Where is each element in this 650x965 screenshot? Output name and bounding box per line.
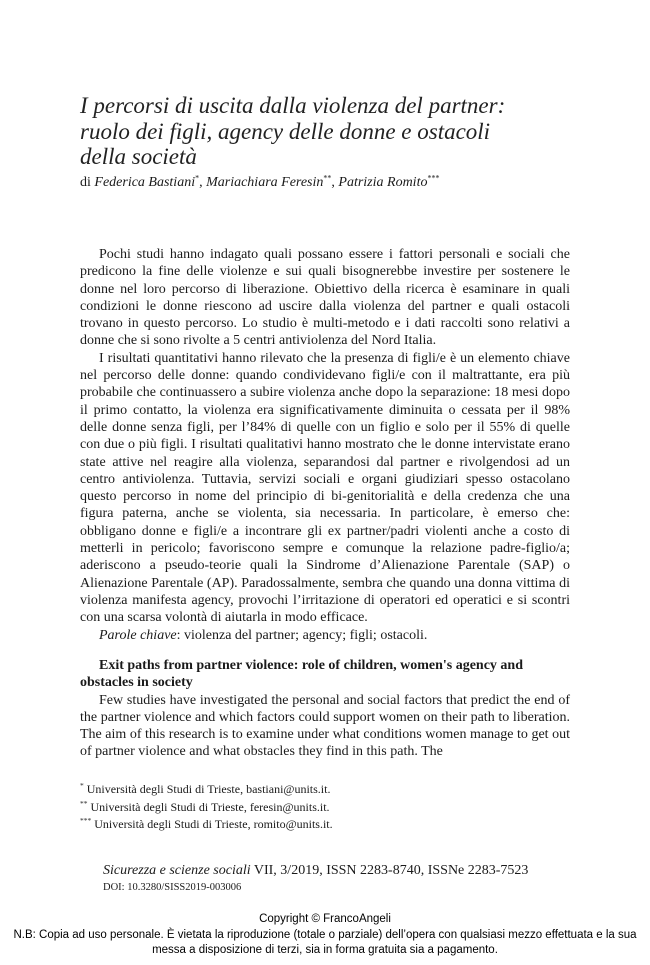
journal-name: Sicurezza e scienze sociali [103, 863, 251, 878]
keywords-label: Parole chiave [99, 627, 177, 643]
abstract-english [80, 657, 570, 761]
title-line: ruolo dei figli, agency delle donne e ostacoli [80, 118, 491, 144]
footnote-mark: *** [80, 816, 92, 825]
author-name: Federica Bastiani [94, 175, 196, 190]
footnote-mark: ** [80, 798, 88, 808]
footnote-text: Università degli Studi di Trieste, bastiani@units.it. [86, 782, 331, 796]
author-name: Patrizia Romito [338, 175, 428, 190]
abstract-paragraph: I risultati quantitativi hanno rilevato che la presenza di figli/e è un elemento chiave nel percorso delle donne: quando condividevano figli/e con il maltrattante, era più probabile che continuassero a subire violenza anche dopo la separazione: 18 mesi dopo il primo contatto, la violenza era significativamente diminuita o cessata per il 98% delle donne senza figli, per l’84% di quelle con un figlio e solo per il 55% di quelle con due o più figli. I risultati qualitativi hanno mostrato che le donne intervistate erano state attive nel reagire alla violenza, separandosi dal partner e rivolgendosi ad un centro antiviolenza. Tuttavia, servizi sociali e organi giudiziari spesso ostacolano questo percorso in nome del principio di bi-genitorialità e della credenza che una figura paterna, anche se violenta, sia necessaria. In particolare, è emerso che: obbligano donne e figli/e a incontrare gli ex partner/padri violenti anche a costo di metterli in pericolo; favoriscono sempre e comunque la relazione padre-figlio/a; aderiscono a pseudo-teorie quali la Sindrome d’Alienazione Parentale (SAP) o Alienazione Parentale (AP). Paradossalmente, sembra che quando una donna vittima di violenza manifesta agency, provochi l’irritazione di operatori ed operatici e si scontri con una scarsa volontà di aiutarla in modo efficace. [80, 350, 570, 626]
copyright-notice: Copyright © FrancoAngeli [259, 913, 391, 925]
author-mark: * [195, 173, 200, 183]
title-line: della società [80, 144, 197, 169]
footnotes [80, 781, 570, 834]
footnote-mark: * [80, 781, 84, 790]
footnote [80, 781, 570, 799]
journal-details: VII, 3/2019, ISSN 2283-8740, ISSNe 2283-7523 [250, 863, 529, 878]
article-title [80, 93, 580, 170]
keywords-list: : violenza del partner; agency; figli; ostacoli. [176, 627, 428, 643]
footnote [80, 799, 570, 817]
byline-prefix: di [80, 175, 91, 190]
author-mark: ** [323, 173, 332, 183]
byline: di Federica Bastiani*, Mariachiara Feresin**, Patrizia Romito*** [80, 173, 440, 190]
abstract-paragraph: Few studies have investigated the personal and social factors that predict the end of the partner violence and which factors could support women on their path to liberation. The aim of this research is to examine under what conditions women manage to get out of partner violence and what obstacles they find in this path. The [80, 692, 570, 760]
keywords [80, 627, 570, 644]
title-line: I percorsi di uscita dalla violenza del partner: [80, 93, 506, 118]
footnote-text: Università degli Studi di Trieste, romito@units.it. [94, 817, 333, 831]
journal-info [103, 862, 583, 879]
footnote [80, 816, 570, 834]
footnote-text: Università degli Studi di Trieste, feresin@units.it. [90, 799, 330, 814]
usage-notice: N.B: Copia ad uso personale. È vietata la riproduzione (totale o parziale) dell’opera con qualsiasi mezzo effettuata e la sua messa a disposizione di terzi, sia in forma gratuita sia a pagamento. [13, 929, 637, 956]
abstract-paragraph: Pochi studi hanno indagato quali possano essere i fattori personali e sociali che predicono la fine delle violenze e sui quali bisognerebbe investire per sostenere le donne nel loro percorso di liberazione. Obiettivo della ricerca è esaminare in quali condizioni le donne riescono ad uscire dalla violenza del partner e quali ostacoli trovano in questo percorso. Lo studio è multi-metodo e i dati raccolti sono relativi a donne che si sono rivolte a 5 centri antiviolenza del Nord Italia. [80, 247, 570, 349]
author-name: Mariachiara Feresin [206, 175, 324, 190]
english-title: Exit paths from partner violence: role of children, women's agency and obstacles in society [80, 658, 523, 691]
abstract-italian [80, 246, 570, 644]
doi: DOI: 10.3280/SISS2019-003006 [103, 882, 242, 893]
author-mark: *** [427, 173, 440, 183]
